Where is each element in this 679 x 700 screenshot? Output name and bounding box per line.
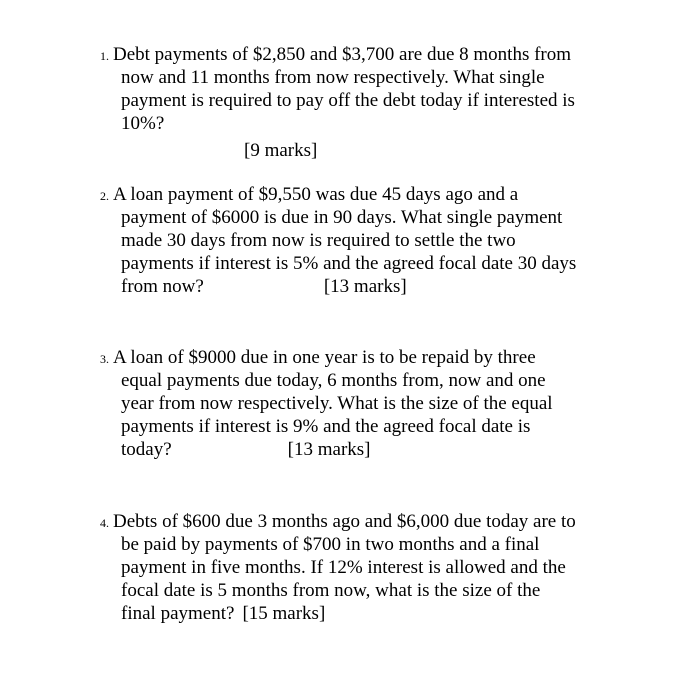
question-text-line: A loan of $9000 due in one year is to be repaid by three	[113, 347, 536, 368]
question-text-line: be paid by payments of $700 in two months and a final	[121, 534, 540, 555]
marks-label: [15 marks]	[242, 603, 326, 624]
question-last-line	[100, 275, 610, 298]
question-last-line	[100, 438, 610, 461]
marks-label: [13 marks]	[287, 439, 371, 460]
question-text-line: focal date is 5 months from now, what is the size of the	[121, 580, 541, 601]
question-number: 1.	[100, 49, 109, 63]
question-4	[100, 510, 610, 625]
question-text-line: year from now respectively. What is the size of the equal	[121, 393, 553, 414]
question-text-line: today?	[121, 439, 172, 460]
question-text-line: 10%?	[121, 113, 165, 134]
question-text-line: made 30 days from now is required to settle the two	[121, 230, 516, 251]
question-text-line: now and 11 months from now respectively. What single	[121, 67, 545, 88]
question-text-line: payments if interest is 9% and the agreed focal date is	[121, 416, 531, 437]
question-text-line: payment is required to pay off the debt today if interested is	[121, 90, 575, 111]
question-text-line: Debt payments of $2,850 and $3,700 are due 8 months from	[113, 44, 572, 65]
question-last-line	[100, 602, 610, 625]
marks-label: [9 marks]	[244, 140, 318, 161]
question-number: 4.	[100, 516, 109, 530]
question-text-line: equal payments due today, 6 months from, now and one	[121, 370, 546, 391]
question-text-line: final payment?	[121, 603, 235, 624]
question-text-line: payment in five months. If 12% interest is allowed and the	[121, 557, 566, 578]
question-text-line: from now?	[121, 276, 204, 297]
question-text-line: Debts of $600 due 3 months ago and $6,000 due today are to	[113, 511, 576, 532]
question-text-line: payment of $6000 is due in 90 days. What single payment	[121, 207, 563, 228]
question-text-line: payments if interest is 5% and the agreed focal date 30 days	[121, 253, 577, 274]
question-3	[100, 346, 610, 461]
question-1	[100, 43, 610, 162]
question-number: 2.	[100, 189, 109, 203]
question-2	[100, 183, 610, 298]
question-number: 3.	[100, 352, 109, 366]
marks-label: [13 marks]	[323, 276, 407, 297]
question-text-line: A loan payment of $9,550 was due 45 days ago and a	[113, 184, 519, 205]
